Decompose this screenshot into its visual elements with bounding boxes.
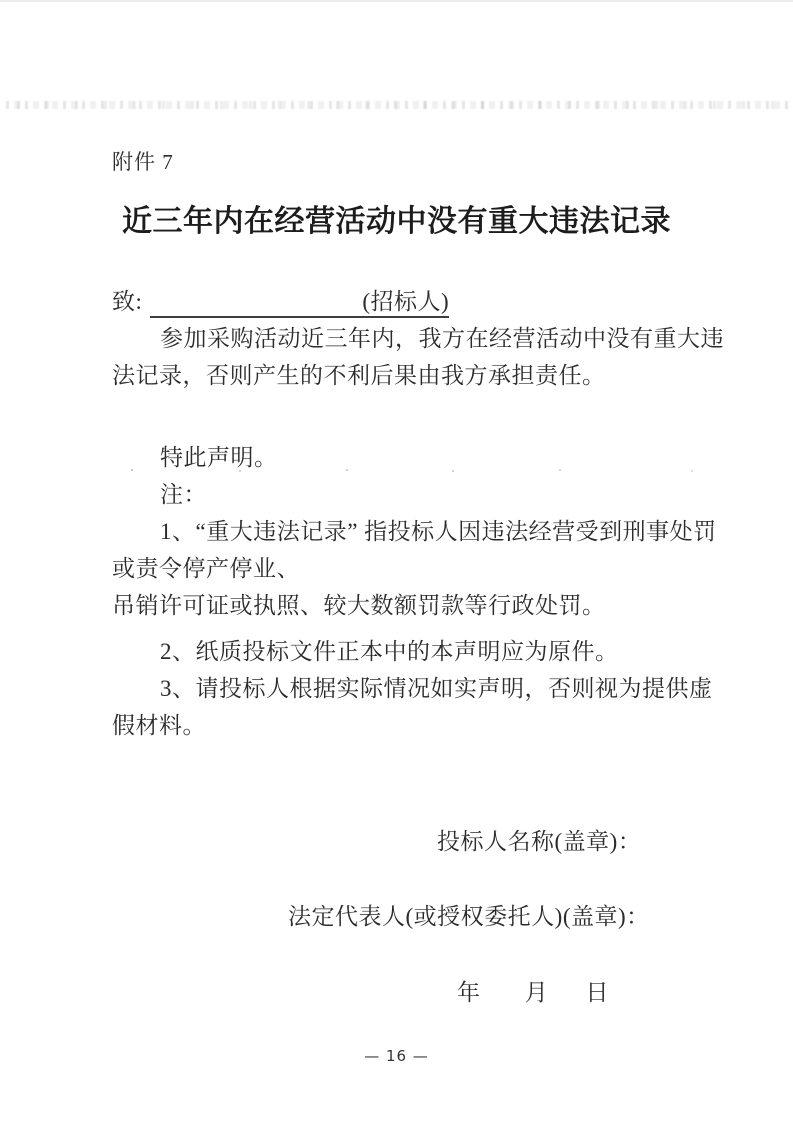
note-3-line-2: 假材料。 [112, 713, 206, 738]
scan-noise-band [6, 101, 789, 109]
recipient-blank-field [150, 308, 362, 309]
note-1-line-1: 1、“重大违法记录” 指投标人因违法经营受到刑事处罚 [160, 519, 717, 544]
note-3-line-1: 3、请投标人根据实际情况如实声明，否则视为提供虚 [160, 676, 713, 701]
scan-edge-artifact [0, 0, 793, 2]
recipient-suffix-label: (招标人) [362, 289, 450, 314]
note-2-line: 2、纸质投标文件正本中的本声明应为原件。 [160, 639, 619, 664]
salutation-line [112, 283, 694, 320]
hereby-declare-line: 特此声明。 [160, 445, 278, 470]
notes-label: 注： [160, 482, 207, 507]
date-year-label: 年 [457, 980, 481, 1005]
recipient-underline [150, 287, 449, 318]
bidder-name-seal-label: 投标人名称(盖章)： [437, 829, 642, 854]
legal-representative-seal-label: 法定代表人(或授权委托人)(盖章)： [288, 904, 650, 929]
salutation-label: 致: [112, 289, 143, 314]
date-month-label: 月 [524, 980, 549, 1005]
note-1-line-2: 或责令停产停业、 [112, 556, 300, 581]
declaration-line-2: 法记录，否则产生的不利后果由我方承担责任。 [112, 363, 606, 388]
attachment-label: 附件 7 [112, 150, 174, 174]
note-1-line-3: 吊销许可证或执照、较大数额罚款等行政处罚。 [112, 593, 606, 618]
paragraph-spacer [112, 394, 694, 439]
declaration-line-1: 参加采购活动近三年内，我方在经营活动中没有重大违 [160, 326, 724, 351]
page-number: — 16 — [364, 1047, 429, 1065]
date-day-label: 日 [585, 980, 609, 1005]
document-body [112, 283, 724, 744]
date-line [457, 979, 609, 1006]
document-title: 近三年内在经营活动中没有重大违法记录 [122, 205, 671, 238]
